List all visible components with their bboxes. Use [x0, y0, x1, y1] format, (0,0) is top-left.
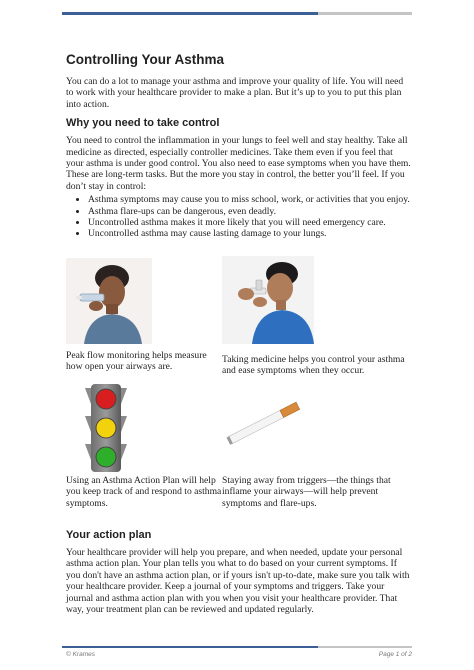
top-rule-dark [62, 12, 318, 15]
footer-rule [62, 646, 412, 648]
main-content [66, 52, 412, 240]
figure-caption-action-plan: Using an Asthma Action Plan will help you keep track of and respond to asthma symptoms. [66, 475, 222, 509]
list-item: • Asthma flare-ups can be dangerous, even deadly. [88, 206, 412, 217]
top-rule [62, 12, 412, 15]
footer-page-number: Page 1 of 2 [378, 651, 412, 658]
man-inhaler-image [222, 256, 314, 344]
footer-rule-dark [62, 646, 318, 648]
section-heading-control: Why you need to take control [66, 117, 220, 130]
top-rule-light [318, 12, 412, 15]
action-plan-section [66, 528, 412, 615]
footer-rule-light [318, 646, 412, 648]
control-bullet-list [66, 194, 412, 240]
page-title: Controlling Your Asthma [66, 52, 224, 67]
action-plan-paragraph: Your healthcare provider will help you prepare, and when needed, update your personal asthma action plan. Your plan tells you what to do based on your current symptoms. If you don't have an asthma action plan, or if yours isn't up-to-date, make sure you talk with your healthcare provider. Keep a journal of your symptoms and triggers. Take your journal and asthma action plan with you when you visit your healthcare provider. That way, your treatment plan can be reviewed and updated regularly. [66, 547, 410, 616]
woman-peak-flow-meter-icon [66, 258, 152, 344]
figure-caption-medicine: Taking medicine helps you control your asthma and ease symptoms when they occur. [222, 354, 405, 377]
cigarette-icon [222, 398, 306, 448]
traffic-light-icon [83, 384, 129, 472]
intro-paragraph: You can do a lot to manage your asthma and improve your quality of life. You will need to work with your healthcare provider to make a plan. But it’s up to you to put this plan into action. [66, 76, 404, 110]
control-paragraph: You need to control the inflammation in your lungs to feel well and stay healthy. Take all medicine as directed, especially controller medicines. Take them even if you feel that your asthma is under good control. You also need to ease symptoms when you have them. These are long-term tasks. But the more you stay in control, the better you’ll feel. If you don’t stay in control: [66, 135, 411, 192]
traffic-light-image [83, 384, 129, 472]
figure-caption-peak-flow: Peak flow monitoring helps measure how open your airways are. [66, 350, 207, 373]
footer-copyright: © Krames [66, 651, 95, 658]
list-item: • Uncontrolled asthma makes it more likely that you will need emergency care. [88, 217, 412, 228]
woman-peak-flow-meter-image [66, 258, 152, 344]
section-heading-action-plan: Your action plan [66, 529, 152, 541]
figure-caption-triggers: Staying away from triggers—the things that inflame your airways—will help prevent symptoms and flare-ups. [222, 475, 391, 509]
list-item: • Uncontrolled asthma may cause lasting damage to your lungs. [88, 228, 412, 239]
cigarette-image [222, 398, 306, 448]
list-item: • Asthma symptoms may cause you to miss school, work, or activities that you enjoy. [88, 194, 412, 205]
man-inhaler-icon [222, 256, 314, 344]
